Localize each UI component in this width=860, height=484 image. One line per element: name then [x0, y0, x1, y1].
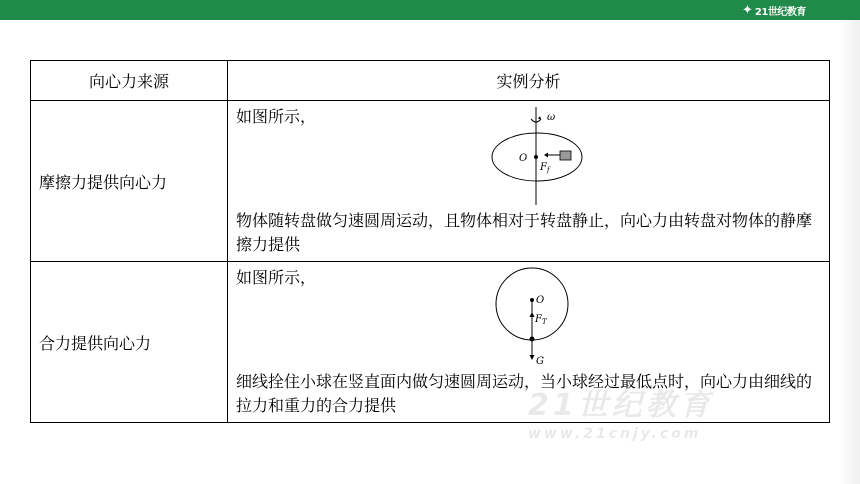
example-cell	[228, 262, 830, 423]
header-example: 实例分析	[228, 61, 830, 101]
site-logo	[742, 2, 842, 18]
tension-label: F	[535, 314, 542, 325]
example-body: 物体随转盘做匀速圆周运动，且物体相对于转盘静止，向心力由转盘对物体的静摩擦力提供	[236, 211, 813, 254]
tension-subscript: T	[542, 318, 547, 326]
source-cell: 摩擦力提供向心力	[31, 101, 228, 262]
table-row	[31, 262, 830, 423]
header-source: 向心力来源	[31, 61, 228, 101]
friction-label: F	[540, 162, 547, 173]
logo-text: 21世纪教育	[754, 6, 806, 18]
friction-subscript: f	[547, 166, 550, 174]
center-label: O	[519, 153, 528, 164]
turntable-figure	[490, 105, 590, 209]
example-cell	[228, 101, 830, 262]
example-body: 细线拴住小球在竖直面内做匀速圆周运动，当小球经过最低点时，向心力由细线的拉力和重力的合力提供	[236, 372, 813, 415]
slide-edge-shadow	[840, 20, 860, 484]
watermark-logo: 21世纪教育	[528, 388, 714, 423]
center-label: O	[536, 295, 545, 306]
omega-label: ω	[547, 112, 556, 123]
example-intro: 如图所示，	[236, 107, 317, 126]
table-header-row	[31, 61, 830, 101]
top-banner	[0, 0, 860, 20]
centripetal-force-table	[30, 60, 830, 423]
source-cell: 合力提供向心力	[31, 262, 228, 423]
pendulum-figure	[490, 266, 580, 370]
runner-icon: ✦	[742, 2, 753, 18]
watermark-url: www.21cnjy.com	[528, 426, 702, 442]
example-intro: 如图所示，	[236, 268, 317, 287]
gravity-label: G	[536, 356, 544, 366]
table-row	[31, 101, 830, 262]
